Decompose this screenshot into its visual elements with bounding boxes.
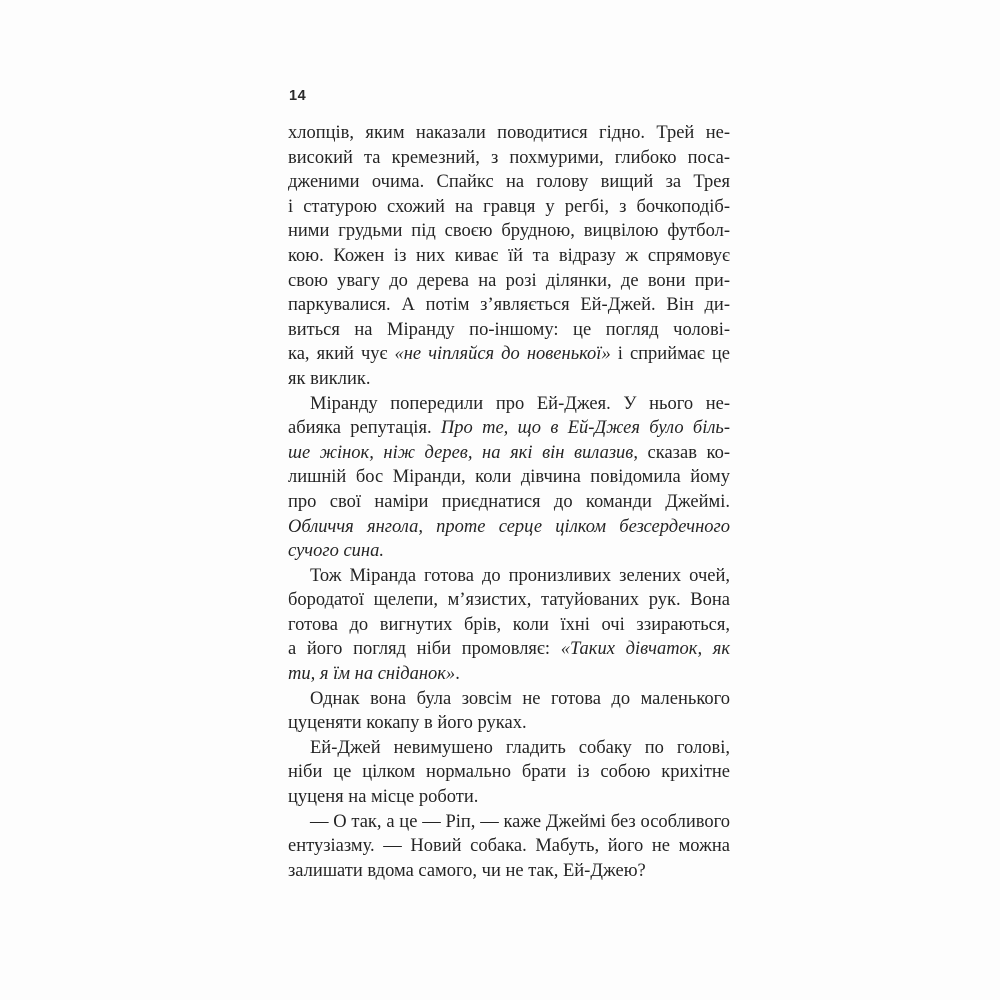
text-line xyxy=(288,711,730,736)
text-line xyxy=(288,613,730,638)
text-segment: високий та кремезний, з похмурими, глибоко поса- xyxy=(288,147,730,168)
text-segment: ентузіазму. — Новий собака. Мабуть, його не можна xyxy=(288,836,730,857)
text-segment: і статурою схожий на гравця у регбі, з бочкоподіб- xyxy=(288,196,730,217)
text-line xyxy=(288,637,730,662)
text-segment: , сказав ко- xyxy=(633,442,730,463)
text-line xyxy=(288,416,730,441)
page-text xyxy=(288,121,730,883)
text-line xyxy=(288,687,730,712)
text-line xyxy=(288,367,730,392)
italic-text-segment: ти, я їм на сніданок» xyxy=(288,664,456,685)
text-segment: і сприймає це xyxy=(610,344,730,365)
text-segment: паркувалися. А потім з’являється Ей-Джей. Він ди- xyxy=(288,295,730,316)
text-segment: кою. Кожен із них киває їй та відразу ж спрямовує xyxy=(288,245,730,266)
text-segment: цуценя на місце роботи. xyxy=(288,787,479,808)
text-segment: цуценяти кокапу в його руках. xyxy=(288,713,527,734)
italic-text-segment: ше жінок, ніж дерев, на які він вилазив xyxy=(288,442,634,463)
text-line xyxy=(288,539,730,564)
text-line xyxy=(288,760,730,785)
text-line xyxy=(288,342,730,367)
paragraph xyxy=(288,564,730,687)
italic-text-segment: «Таких дівчаток, як xyxy=(560,639,730,660)
italic-text-segment: Про те, що в Ей-Джея було біль- xyxy=(440,418,730,439)
text-segment: ка, який чує xyxy=(288,344,395,365)
text-line xyxy=(288,392,730,417)
text-line xyxy=(288,121,730,146)
paragraph xyxy=(288,810,730,884)
text-segment: Міранду попередили про Ей-Джея. У нього не- xyxy=(310,393,730,414)
text-line xyxy=(288,785,730,810)
text-line xyxy=(288,588,730,613)
text-line xyxy=(288,662,730,687)
text-segment: Тож Міранда готова до пронизливих зелених очей, xyxy=(310,565,730,586)
text-segment: залишати вдома самого, чи не так, Ей-Джею? xyxy=(288,860,646,881)
text-line xyxy=(288,859,730,884)
text-segment: ніби це цілком нормально брати із собою крихітне xyxy=(288,762,730,783)
text-segment: Однак вона була зовсім не готова до маленького xyxy=(310,688,730,709)
text-segment: хлопців, яким наказали поводитися гідно. Трей не- xyxy=(288,123,730,143)
text-segment: виться на Міранду по-іншому: це погляд чолові- xyxy=(288,319,730,340)
italic-text-segment: Обличчя янгола, проте серце цілком безсердечного xyxy=(288,516,730,537)
paragraph xyxy=(288,687,730,736)
text-segment: бородатої щелепи, м’язистих, татуйованих рук. Вона xyxy=(288,590,730,611)
text-segment: свою увагу до дерева на розі ділянки, де вони при- xyxy=(288,270,730,291)
paragraph xyxy=(288,392,730,564)
text-segment: — О так, а це — Ріп, — каже Джеймі без особливого xyxy=(310,811,730,832)
text-line xyxy=(288,244,730,269)
paragraph xyxy=(288,736,730,810)
text-segment: дженими очима. Спайкс на голову вищий за Трея xyxy=(288,172,730,193)
text-segment: про свої наміри приєднатися до команди Джеймі. xyxy=(288,491,730,512)
text-line xyxy=(288,564,730,589)
text-segment: а його погляд ніби промовляє: xyxy=(288,639,561,660)
text-line xyxy=(288,318,730,343)
text-line xyxy=(288,736,730,761)
text-segment: Ей-Джей невимушено гладить собаку по голові, xyxy=(310,737,730,758)
text-segment: . xyxy=(455,664,460,685)
text-segment: лишній бос Міранди, коли дівчина повідомила йому xyxy=(288,467,730,488)
text-line xyxy=(288,219,730,244)
text-line xyxy=(288,146,730,171)
text-line xyxy=(288,269,730,294)
text-line xyxy=(288,834,730,859)
text-segment: як виклик. xyxy=(288,368,371,389)
text-segment: ними грудьми під своєю брудною, вицвілою футбол- xyxy=(288,221,730,242)
text-line xyxy=(288,441,730,466)
text-line xyxy=(288,465,730,490)
italic-text-segment: «не чіпляйся до новенької» xyxy=(394,344,611,365)
text-segment: готова до вигнутих брів, коли їхні очі ззираються, xyxy=(288,614,730,635)
text-segment: абияка репутація. xyxy=(288,418,441,439)
paragraph xyxy=(288,121,730,392)
text-line xyxy=(288,515,730,540)
page-number: 14 xyxy=(289,88,307,104)
text-line xyxy=(288,195,730,220)
text-line xyxy=(288,490,730,515)
text-line xyxy=(288,293,730,318)
italic-text-segment: сучого сина. xyxy=(288,541,384,562)
text-line xyxy=(288,170,730,195)
text-line xyxy=(288,810,730,835)
